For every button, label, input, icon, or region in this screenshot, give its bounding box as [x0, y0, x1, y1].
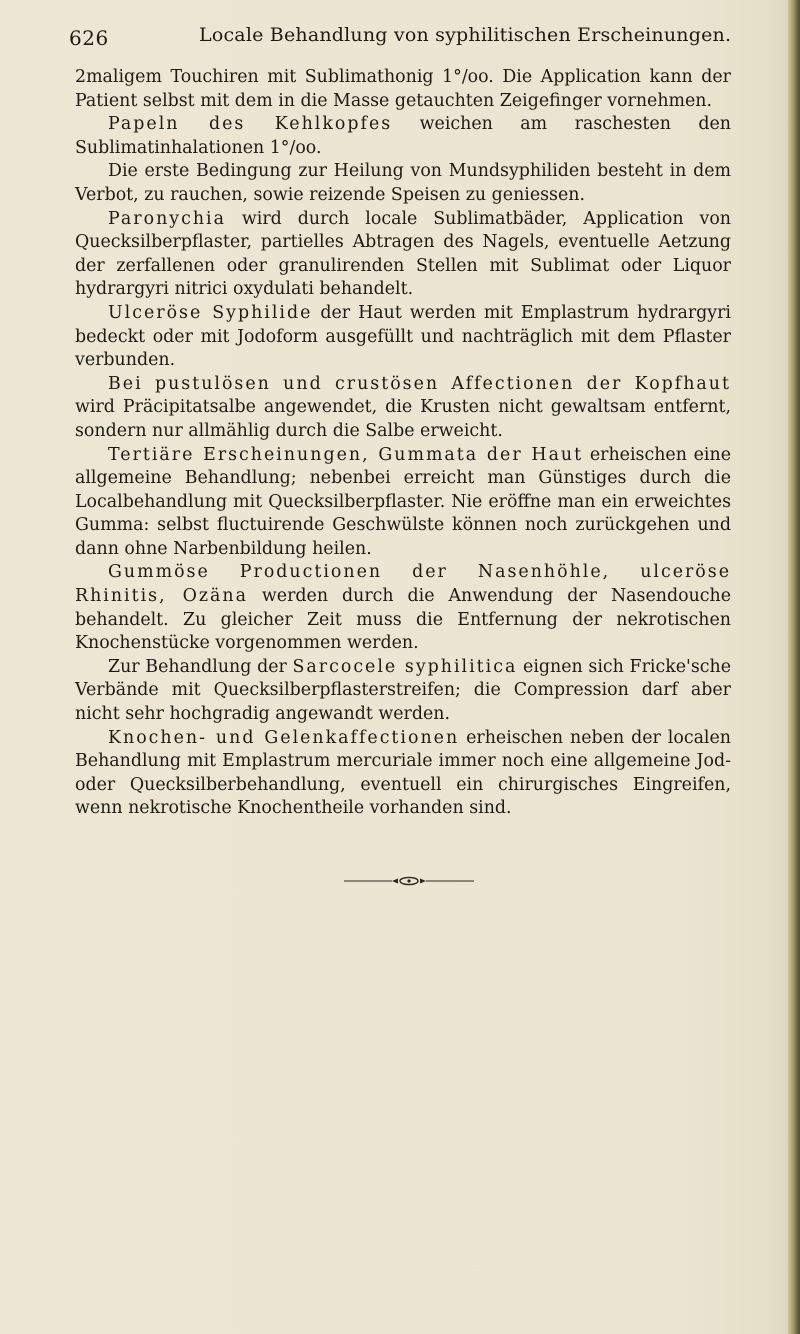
paragraph-text: erheischen eine allgemeine Behandlung; nebenbei erreicht man Günstiges durch die Localbehandlung mit Quecksilberpflaster. Nie eröffne man ein erweichtes Gumma: selbst fluctuirende Geschwülste können noch zurückgehen und dann ohne Narbenbildung heilen.: [75, 444, 731, 559]
paragraph-knochen-gelenk: [75, 727, 731, 821]
paragraph-sarcocele: [75, 656, 731, 727]
running-head: Locale Behandlung von syphilitischen Erscheinungen.: [199, 24, 732, 46]
paragraph-text: eignen sich Fricke'sche Verbände mit Quecksilberpflasterstreifen; die Compression darf aber nicht sehr hochgradig angewandt werden.: [75, 656, 731, 725]
paragraph-tertiaere-erscheinungen: [75, 444, 731, 562]
paragraph-text: der Haut werden mit Emplastrum hydrargyri bedeckt oder mit Jodoform ausgefüllt und nachträglich mit dem Pflaster verbunden.: [75, 302, 731, 371]
paragraph-kopfhaut: [75, 373, 731, 444]
paragraph-mundsyphiliden: [75, 160, 731, 207]
spaced-term: Bei pustulösen und crustösen Affectionen der Kopfhaut: [108, 373, 731, 394]
end-of-section-ornament-icon: [344, 876, 474, 886]
paragraph-lead: Zur Behandlung der: [108, 656, 293, 677]
spaced-term: Knochen- und Gelenkaffectionen: [108, 727, 460, 748]
spaced-term: Paronychia: [108, 208, 226, 229]
paragraph-text: wird Präcipitatsalbe angewendet, die Krusten nicht gewaltsam entfernt, sondern nur allmählig durch die Salbe erweicht.: [75, 397, 731, 441]
page-number: 626: [69, 26, 109, 50]
paragraph-text: werden durch die Anwendung der Nasendouche behandelt. Zu gleicher Zeit muss die Entfernung der nekrotischen Knochenstücke vorgenommen werden.: [75, 586, 731, 654]
body-text: [75, 66, 731, 821]
spaced-term: Ulceröse Syphilide: [108, 302, 313, 323]
paragraph-touchiren: [75, 66, 731, 113]
paragraph-text: 2maligem Touchiren mit Sublimathonig 1°/oo. Die Application kann der Patient selbst mit dem in die Masse getauchten Zeigefinger vornehmen.: [75, 67, 731, 111]
paragraph-text: weichen am raschesten den Sublimatinhalationen 1°/oo.: [75, 114, 731, 158]
paragraph-text: wird durch locale Sublimatbäder, Application von Quecksilberpflaster, partielles Abtragen des Nagels, eventuelle Aetzung der zerfallenen oder granulirenden Stellen mit Sublimat oder Liquor hydrargyri nitrici oxydulati behandelt.: [75, 208, 731, 300]
paragraph-text: Die erste Bedingung zur Heilung von Mundsyphiliden besteht in dem Verbot, zu rauchen, sowie reizende Speisen zu geniessen.: [75, 161, 731, 205]
paragraph-text: erheischen neben der localen Behandlung mit Emplastrum mercuriale immer noch eine allgemeine Jod- oder Quecksilberbehandlung, eventuell ein chirurgisches Eingreifen, wenn nekrotische Knochentheile vorhanden sind.: [75, 727, 731, 819]
spaced-term: Tertiäre Erscheinungen, Gummata der Haut: [108, 444, 584, 465]
spaced-term: Gummöse Productionen der Nasenhöhle, ulceröse Rhinitis, Ozäna: [75, 562, 731, 607]
paragraph-nasenhoehle: [75, 561, 731, 655]
spaced-term: Sarcocele syphilitica: [292, 656, 518, 677]
paragraph-paronychia: [75, 208, 731, 302]
page-edge: [788, 0, 800, 1334]
paragraph-ulceroese-syphilide: [75, 302, 731, 373]
paragraph-papeln: [75, 113, 731, 160]
spaced-term: Papeln des Kehlkopfes: [108, 114, 393, 135]
page-header: [0, 22, 800, 52]
